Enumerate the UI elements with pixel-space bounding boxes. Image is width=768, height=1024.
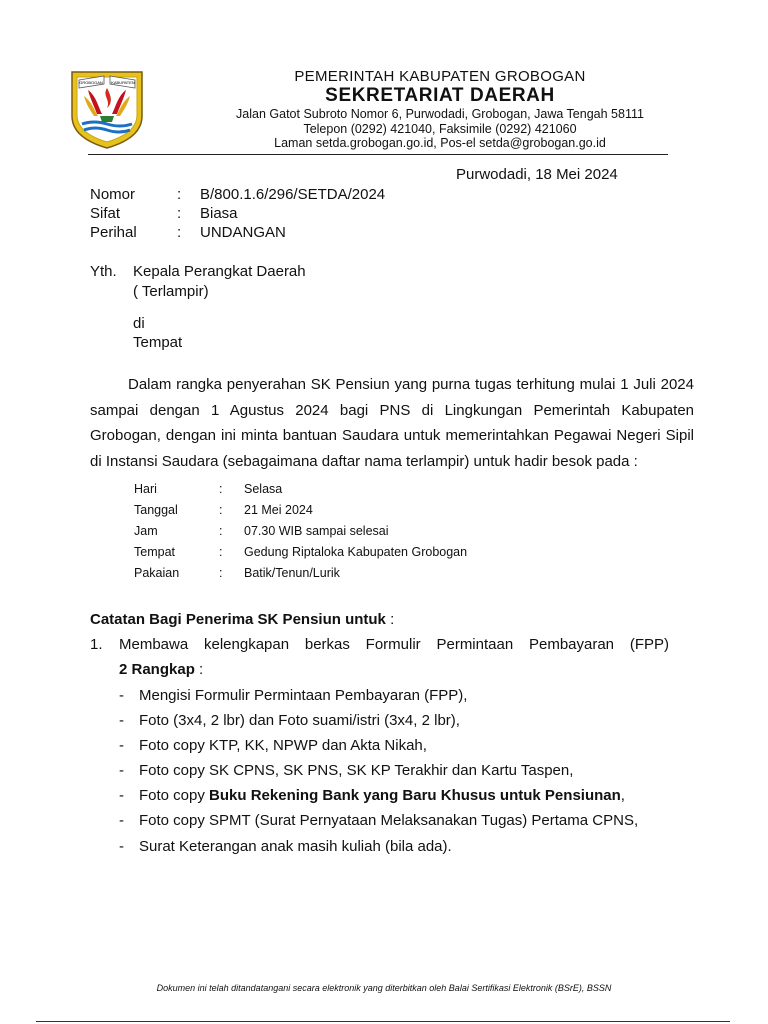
logo-ribbon-left: GROBOGAN: [79, 80, 103, 85]
recipient-yth: Yth.: [90, 263, 117, 280]
body-paragraph: Dalam rangka penyerahan SK Pensiun yang purna tugas terhitung mulai 1 Juli 2024 sampai dengan 1 Agustus 2024 bagi PNS di Lingkungan Pemerintah Kabupaten Grobogan, dengan ini minta bantuan Saudara untuk memerintahkan Pegawai Negeri Sipil di Instansi Saudara (sebagaimana daftar nama terlampir) untuk hadir besok pada :: [90, 376, 694, 471]
notes-title-suffix: :: [385, 611, 395, 628]
list-item: Foto copy KTP, KK, NPWP dan Akta Nikah,: [139, 737, 427, 754]
place-date: Purwodadi, 18 Mei 2024: [456, 166, 618, 183]
meta-label-perihal: Perihal: [90, 224, 137, 241]
list-dash: -: [119, 838, 124, 855]
event-colon: :: [219, 524, 223, 538]
event-value-pakaian: Batik/Tenun/Lurik: [244, 566, 340, 580]
meta-colon: :: [177, 224, 182, 241]
list-item-suffix: ,: [620, 787, 625, 804]
meta-colon: :: [177, 205, 182, 222]
event-colon: :: [219, 503, 223, 517]
event-label-hari: Hari: [134, 482, 157, 496]
letterhead-divider: [88, 154, 668, 155]
list-dash: -: [119, 787, 124, 804]
list-item: Foto copy SK CPNS, SK PNS, SK KP Terakhir dan Kartu Taspen,: [139, 762, 574, 779]
notes-title-bold: Catatan Bagi Penerima SK Pensiun untuk: [90, 611, 386, 628]
meta-value-perihal: UNDANGAN: [200, 224, 286, 241]
footer-divider: [36, 1021, 730, 1022]
letterhead-address: Jalan Gatot Subroto Nomor 6, Purwodadi, Grobogan, Jawa Tengah 58111: [236, 107, 644, 121]
list-item-bank-book: [139, 787, 625, 804]
list-item-bold: Buku Rekening Bank yang Baru Khusus untuk Pensiunan: [209, 787, 621, 804]
letterhead-office: SEKRETARIAT DAERAH: [325, 85, 555, 106]
meta-value-nomor: B/800.1.6/296/SETDA/2024: [200, 186, 386, 203]
letterhead-government: PEMERINTAH KABUPATEN GROBOGAN: [294, 68, 586, 85]
list-item-prefix: Foto copy: [139, 787, 210, 804]
grobogan-regency-emblem: [64, 66, 150, 150]
list-item: Mengisi Formulir Permintaan Pembayaran (FPP),: [139, 687, 468, 704]
letterhead-phone: Telepon (0292) 421040, Faksimile (0292) 421060: [303, 122, 577, 136]
list-dash: -: [119, 737, 124, 754]
list-item: Surat Keterangan anak masih kuliah (bila ada).: [139, 838, 452, 855]
notes-item1-text: Membawa kelengkapan berkas Formulir Permintaan Pembayaran (FPP): [119, 636, 669, 653]
recipient-note: ( Terlampir): [133, 283, 209, 300]
recipient-name: Kepala Perangkat Daerah: [133, 263, 306, 280]
event-value-tanggal: 21 Mei 2024: [244, 503, 313, 517]
logo-ribbon-right: KABUPATEN: [111, 80, 135, 85]
notes-title: [90, 611, 394, 628]
event-value-tempat: Gedung Riptaloka Kabupaten Grobogan: [244, 545, 468, 559]
meta-colon: :: [177, 186, 182, 203]
event-label-tempat: Tempat: [134, 545, 175, 559]
list-dash: -: [119, 812, 124, 829]
recipient-di: di: [133, 315, 145, 332]
meta-label-sifat: Sifat: [90, 205, 121, 222]
notes-item1-bold-line: [119, 661, 203, 678]
e-signature-footer: Dokumen ini telah ditandatangani secara elektronik yang diterbitkan oleh Balai Sertifikasi Elektronik (BSrE), BSSN: [156, 983, 612, 993]
event-value-hari: Selasa: [244, 482, 283, 496]
notes-item1-bold: 2 Rangkap: [119, 661, 195, 678]
meta-value-sifat: Biasa: [200, 205, 238, 222]
event-colon: :: [219, 566, 223, 580]
list-dash: -: [119, 712, 124, 729]
event-label-jam: Jam: [134, 524, 158, 538]
letterhead-web: Laman setda.grobogan.go.id, Pos-el setda@grobogan.go.id: [274, 136, 606, 150]
list-dash: -: [119, 687, 124, 704]
list-item: Foto copy SPMT (Surat Pernyataan Melaksanakan Tugas) Pertama CPNS,: [139, 812, 639, 829]
notes-item1-number: 1.: [90, 636, 103, 653]
event-value-jam: 07.30 WIB sampai selesai: [244, 524, 389, 538]
notes-item1-suffix: :: [194, 661, 204, 678]
meta-label-nomor: Nomor: [90, 186, 136, 203]
event-colon: :: [219, 482, 223, 496]
event-label-tanggal: Tanggal: [134, 503, 178, 517]
list-item: Foto (3x4, 2 lbr) dan Foto suami/istri (3x4, 2 lbr),: [139, 712, 460, 729]
event-label-pakaian: Pakaian: [134, 566, 180, 580]
event-colon: :: [219, 545, 223, 559]
list-dash: -: [119, 762, 124, 779]
recipient-place: Tempat: [133, 334, 183, 351]
